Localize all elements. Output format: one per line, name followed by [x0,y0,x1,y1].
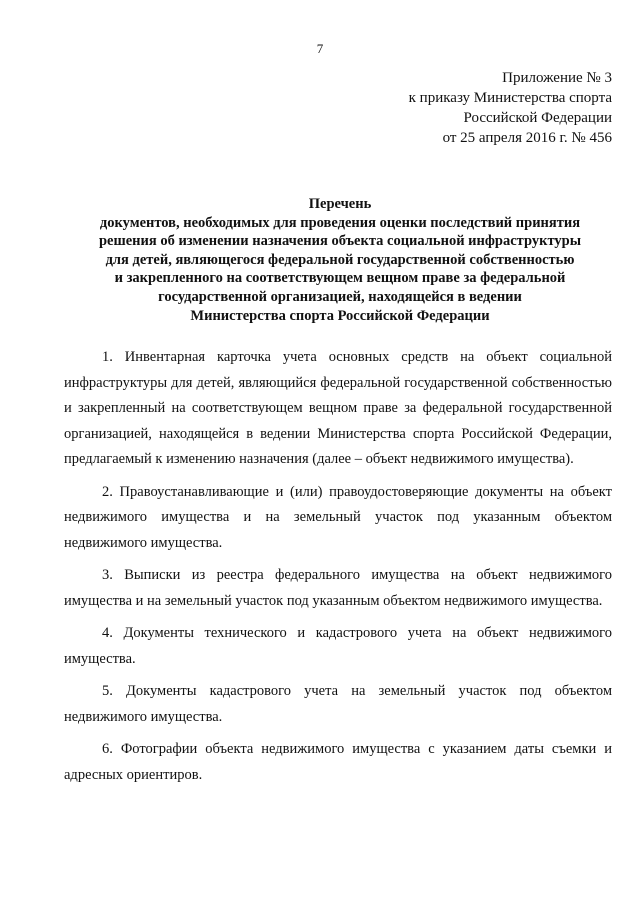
page-number: 7 [316,41,324,56]
list-item: 4. Документы технического и кадастрового учета на объект недвижимого имущества. [64,625,612,667]
title-line: для детей, являющегося федеральной государственной собственностью [105,251,575,268]
list-item: 3. Выписки из реестра федерального имущества на объект недвижимого имущества и на земельный участок под указанным объектом недвижимого имущества. [64,567,612,609]
appendix-line: от 25 апреля 2016 г. № 456 [442,130,612,146]
title-line: документов, необходимых для проведения оценки последствий принятия [99,214,581,231]
appendix-line: Приложение № 3 [502,70,612,86]
appendix-line: Российской Федерации [463,110,612,126]
list-item: 1. Инвентарная карточка учета основных средств на объект социальной инфраструктуры для детей, являющийся федеральной государственной собственностью и закрепленный на соответствующем вещном праве за федеральной государственной организацией, находящейся в ведении Министерства спорта Российской Федерации, предлагаемый к изменению назначения (далее – объект недвижимого имущества). [64,349,612,467]
appendix-header [312,68,612,148]
document-list [64,345,612,795]
title-line: решения об изменении назначения объекта социальной инфраструктуры [98,233,582,250]
list-item: 6. Фотографии объекта недвижимого имущества с указанием даты съемки и адресных ориентиров. [64,741,612,783]
title-line: Министерства спорта Российской Федерации [190,307,490,324]
list-item: 2. Правоустанавливающие и (или) правоудостоверяющие документы на объект недвижимого имущества и на земельный участок под указанным объектом недвижимого имущества. [64,483,612,551]
appendix-line: к приказу Министерства спорта [408,90,612,106]
title-line: и закрепленного на соответствующем вещном праве за федеральной [114,270,566,287]
list-item: 5. Документы кадастрового учета на земельный участок под объектом недвижимого имущества. [64,683,612,725]
document-title [40,195,640,325]
title-line: государственной организацией, находящейся в ведении [158,288,522,305]
title-heading: Перечень [308,196,372,212]
